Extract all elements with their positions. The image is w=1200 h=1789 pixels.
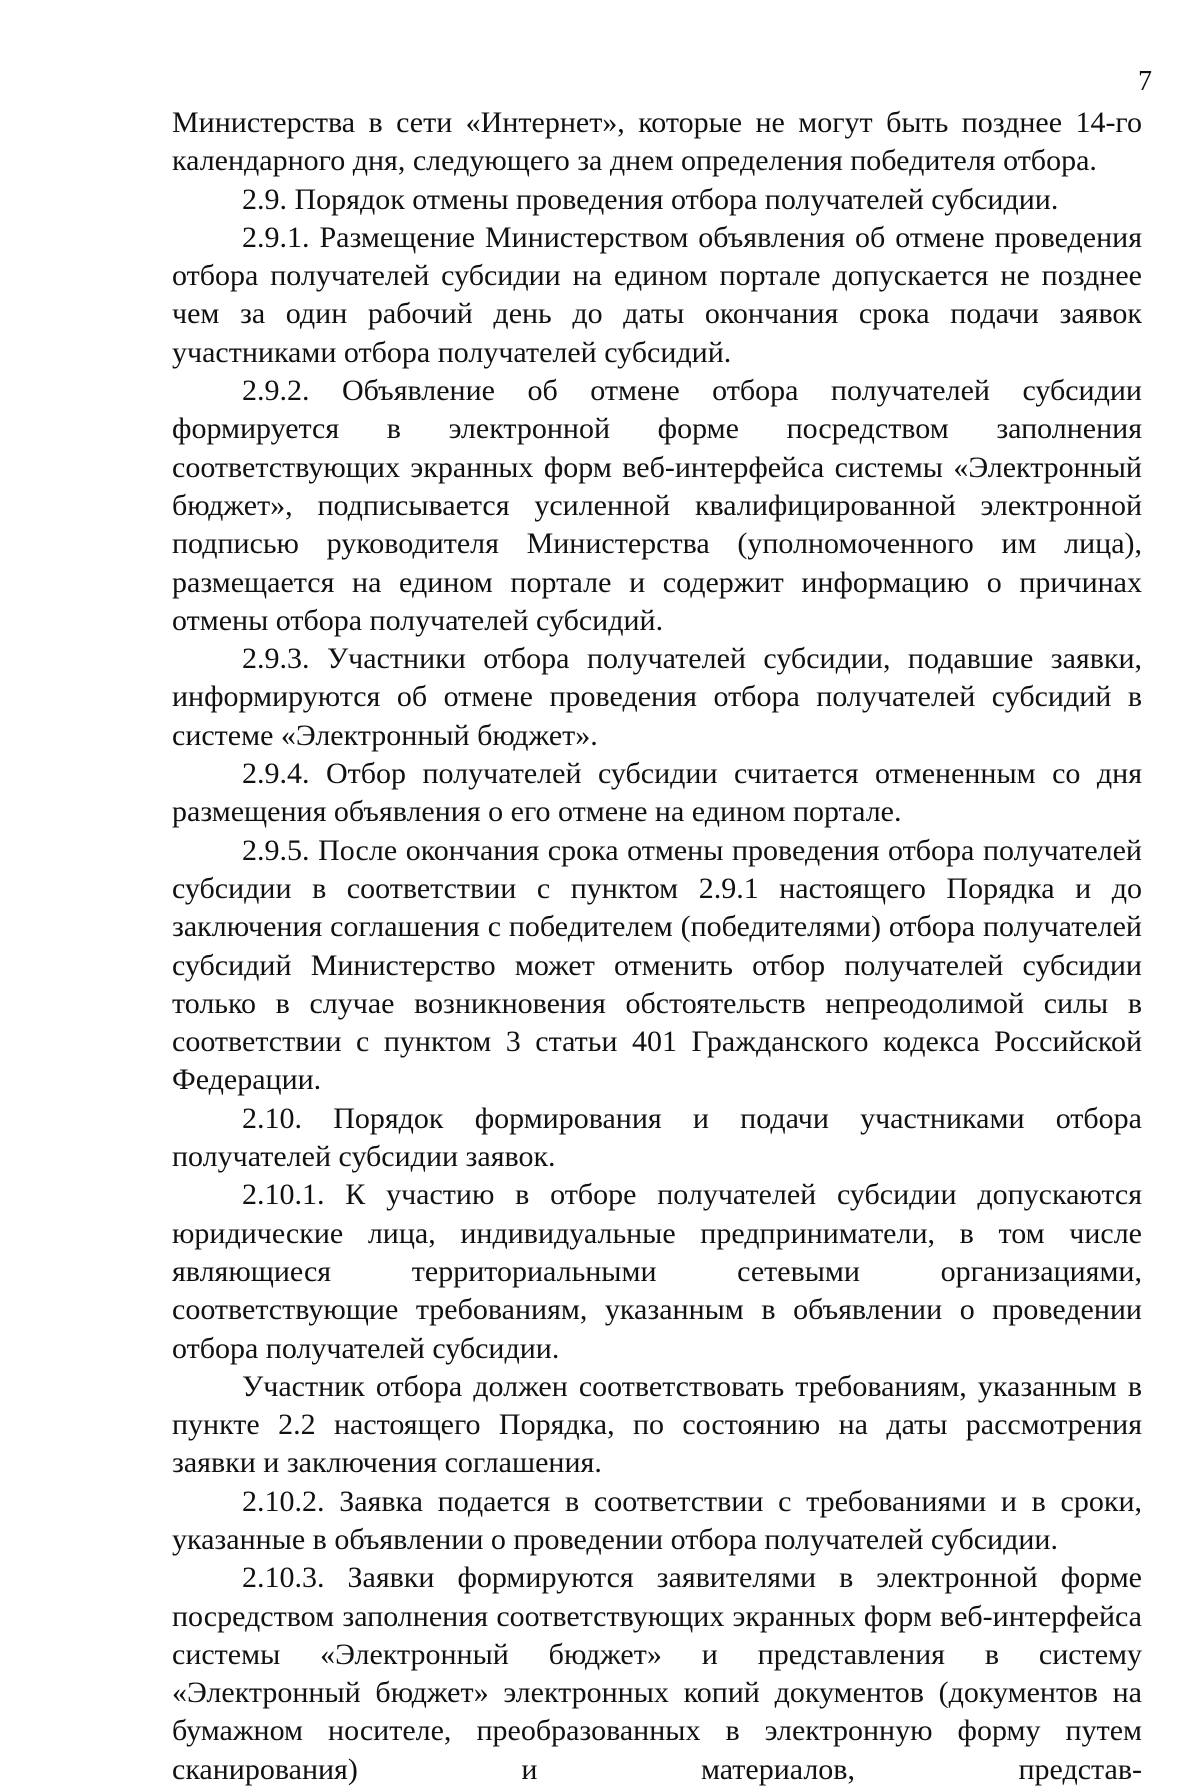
paragraph-2-9-2: 2.9.2. Объявление об отмене отбора получателей субсидии формируется в электронной форме посредством заполнения соответствующих экранных форм веб-интерфейса системы «Электронный бюджет», подписывается усиленной квалифицированной электронной подписью руководителя Министерства (уполномоченного им лица), размещается на едином портале и содержит информацию о причинах отмены отбора получателей субсидий. xyxy=(172,374,1142,637)
paragraph-2-10-1: 2.10.1. К участию в отборе получателей субсидии допускаются юридические лица, индивидуальные предприниматели, в том числе являющиеся территориальными сетевыми организациями, соответствующие требованиям, указанным в объявлении о проведении отбора получателей субсидии. xyxy=(172,1178,1142,1365)
paragraph-2-9-1: 2.9.1. Размещение Министерством объявления об отмене проведения отбора получателей субсидии на едином портале допускается не позднее чем за один рабочий день до даты окончания срока подачи заявок участниками отбора получателей субсидий. xyxy=(172,220,1142,369)
page-number: 7 xyxy=(1138,66,1152,97)
paragraph-2-10: 2.10. Порядок формирования и подачи участниками отбора получателей субсидии заявок. xyxy=(172,1101,1142,1174)
paragraph-2-10-3: 2.10.3. Заявки формируются заявителями в электронной форме посредством заполнения соответствующих экранных форм веб-интерфейса системы «Электронный бюджет» и представления в систему «Электронный бюджет» электронных копий документов (документов на бумажном носителе, преобразованных в электронную форму путем сканирования) и материалов, представ- xyxy=(172,1561,1142,1786)
document-body xyxy=(172,104,1142,1789)
paragraph-2-10-2: 2.10.2. Заявка подается в соответствии с требованиями и в сроки, указанные в объявлении о проведении отбора получателей субсидии. xyxy=(172,1484,1142,1556)
paragraph-2-9-4: 2.9.4. Отбор получателей субсидии считается отмененным со дня размещения объявления о его отмене на едином портале. xyxy=(172,757,1142,829)
paragraph-continuation: Министерства в сети «Интернет», которые не могут быть позднее 14-го календарного дня, следующего за днем определения победителя отбора. xyxy=(172,106,1142,178)
paragraph-2-9-5: 2.9.5. После окончания срока отмены проведения отбора получателей субсидии в соответствии с пунктом 2.9.1 настоящего Порядка и до заключения соглашения с победителем (победителями) отбора получателей субсидий Министерство может отменить отбор получателей субсидии только в случае возникновения обстоятельств непреодолимой силы в соответствии с пунктом 3 статьи 401 Гражданского кодекса Российской Федерации. xyxy=(172,833,1142,1097)
paragraph-2-9: 2.9. Порядок отмены проведения отбора получателей субсидии. xyxy=(242,182,1059,216)
paragraph-participant-requirements: Участник отбора должен соответствовать требованиям, указанным в пункте 2.2 настоящего Порядка, по состоянию на даты рассмотрения заявки и заключения соглашения. xyxy=(172,1369,1142,1480)
paragraph-2-9-3: 2.9.3. Участники отбора получателей субсидии, подавшие заявки, информируются об отмене проведения отбора получателей субсидий в системе «Электронный бюджет». xyxy=(172,642,1142,752)
